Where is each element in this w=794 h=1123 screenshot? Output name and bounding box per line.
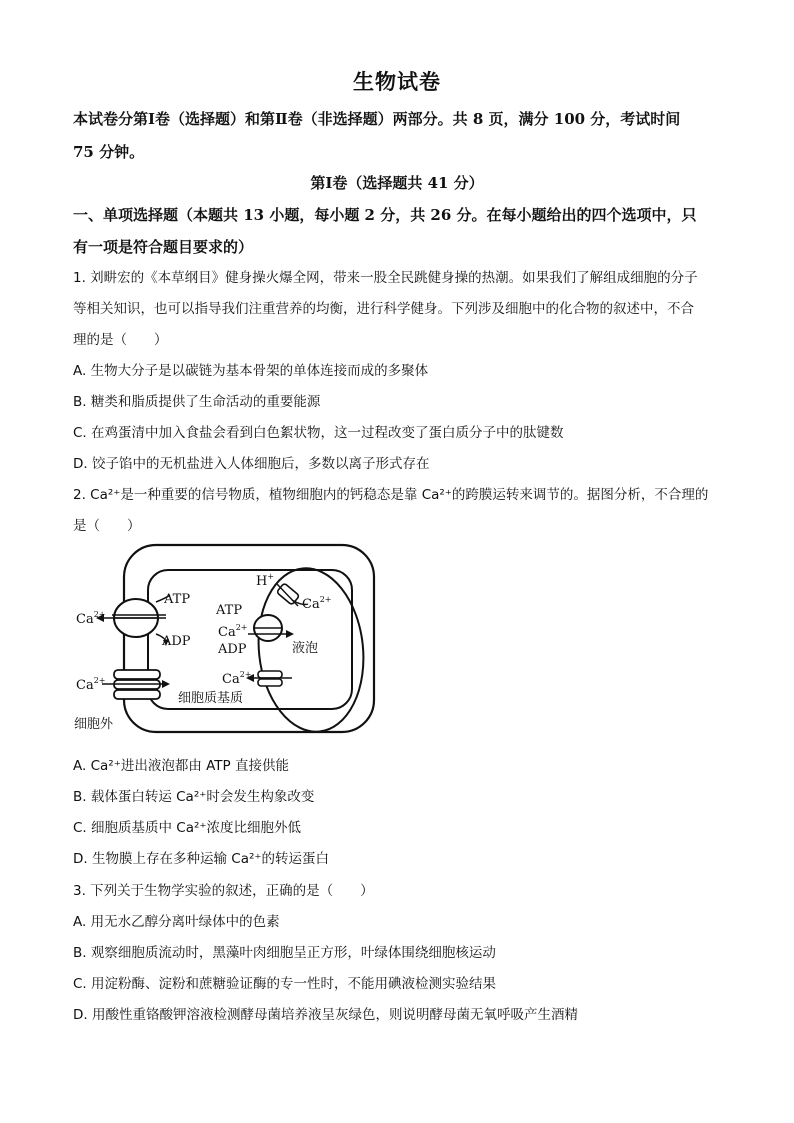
atp-left-label: ATP	[164, 592, 191, 607]
ca-channel-vacuole	[246, 671, 292, 686]
q1-stem-line-3: 理的是（ ）	[73, 332, 168, 348]
q1-option-a: A. 生物大分子是以碳链为基本骨架的单体连接而成的多聚体	[73, 363, 429, 379]
q3-option-a: A. 用无水乙醇分离叶绿体中的色素	[73, 914, 280, 930]
atp-pump-vacuole	[248, 615, 294, 641]
ca-vacuole-top-label: $Ca^{2+}$	[302, 595, 332, 612]
ca-vacuole-mid-label: $Ca^{2+}$	[218, 623, 248, 640]
q2-option-c: C. 细胞质基质中 Ca²⁺浓度比细胞外低	[73, 820, 302, 836]
ca-out-label: $Ca^{2+}$	[76, 610, 106, 627]
q3-option-b: B. 观察细胞质流动时，黑藻叶肉细胞呈正方形，叶绿体围绕细胞核运动	[73, 945, 496, 961]
q3-option-c: C. 用淀粉酶、淀粉和蔗糖验证酶的专一性时，不能用碘液检测实验结果	[73, 976, 497, 992]
adp-left-label: ADP	[162, 634, 191, 649]
ca-vacuole-low-label: $Ca^{2+}$	[222, 670, 252, 687]
vacuole-label: 液泡	[292, 641, 319, 656]
section-heading: 第Ⅰ卷（选择题共 41 分）	[310, 174, 484, 192]
atp-pump-left	[96, 595, 170, 646]
q3-stem-line-1: 3. 下列关于生物学实验的叙述，正确的是（ ）	[73, 883, 374, 899]
part-instructions-line-2: 有一项是符合题目要求的）	[73, 238, 254, 256]
calcium-transport-figure	[66, 540, 386, 740]
atp-vacuole-label: ATP	[216, 603, 243, 618]
q1-stem-line-1: 1. 刘畊宏的《本草纲目》健身操火爆全网，带来一股全民跳健身操的热潮。如果我们了解组成细胞的分子	[73, 270, 698, 286]
q2-option-b: B. 载体蛋白转运 Ca²⁺时会发生构象改变	[73, 789, 315, 805]
part-instructions-line-1: 一、单项选择题（本题共 13 小题，每小题 2 分，共 26 分。在每小题给出的四个选项中，只	[73, 206, 697, 224]
ca-in-label: $Ca^{2+}$	[76, 676, 106, 693]
outside-label: 细胞外	[74, 717, 114, 732]
q2-option-a: A. Ca²⁺进出液泡都由 ATP 直接供能	[73, 758, 289, 774]
q2-option-d: D. 生物膜上存在多种运输 Ca²⁺的转运蛋白	[73, 851, 330, 867]
h-plus-label: H+	[256, 572, 275, 589]
cytoplasm-label: 细胞质基质	[178, 691, 244, 706]
q1-option-d: D. 饺子馅中的无机盐进入人体细胞后，多数以离子形式存在	[73, 456, 430, 472]
q2-stem-line-2: 是（ ）	[73, 518, 141, 534]
q1-stem-line-2: 等相关知识，也可以指导我们注重营养的均衡，进行科学健身。下列涉及细胞中的化合物的叙述中，不合	[73, 301, 694, 317]
page-title: 生物试卷	[353, 69, 441, 94]
q2-stem-line-1: 2. Ca²⁺是一种重要的信号物质，植物细胞内的钙稳态是靠 Ca²⁺的跨膜运转来调节的。据图分析，不合理的	[73, 487, 709, 503]
q1-option-b: B. 糖类和脂质提供了生命活动的重要能源	[73, 394, 321, 410]
q1-option-c: C. 在鸡蛋清中加入食盐会看到白色絮状物，这一过程改变了蛋白质分子中的肽键数	[73, 425, 564, 441]
q3-option-d: D. 用酸性重铬酸钾溶液检测酵母菌培养液呈灰绿色，则说明酵母菌无氧呼吸产生酒精	[73, 1007, 578, 1023]
intro-line-1: 本试卷分第Ⅰ卷（选择题）和第Ⅱ卷（非选择题）两部分。共 8 页，满分 100 分，考试时间	[73, 110, 681, 128]
adp-vacuole-label: ADP	[218, 642, 247, 657]
ca-channel-left	[102, 670, 170, 699]
intro-line-2: 75 分钟。	[73, 143, 145, 161]
